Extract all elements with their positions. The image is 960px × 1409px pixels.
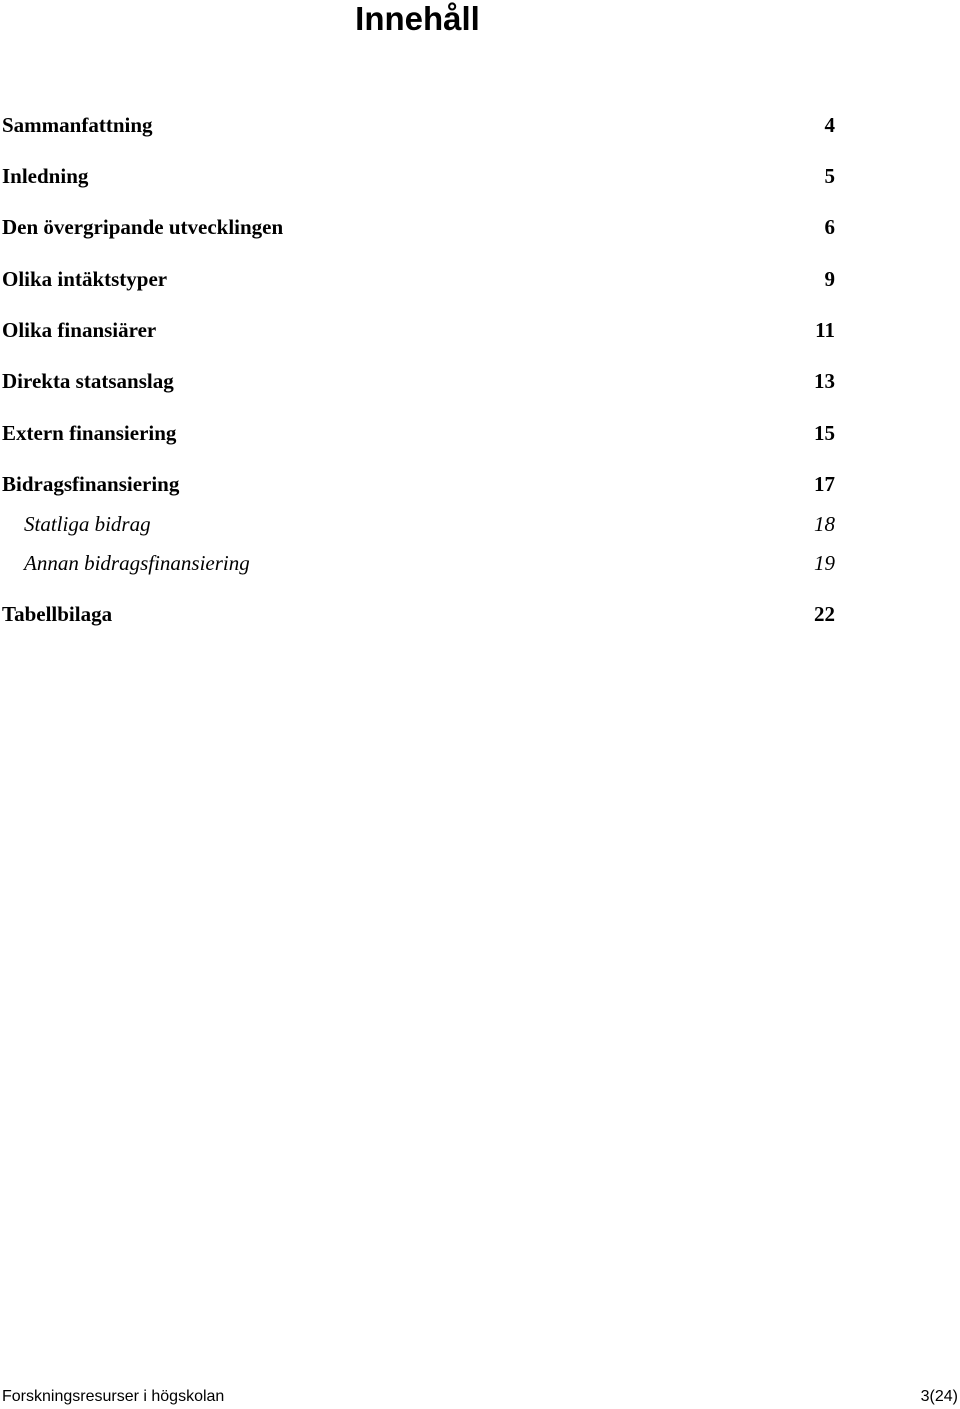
toc-entry-page: 9 <box>824 267 835 291</box>
toc-subentry[interactable] <box>0 511 835 537</box>
toc-entry-page: 18 <box>814 512 835 536</box>
toc-entry[interactable] <box>0 368 835 394</box>
toc-entry-label: Olika finansiärer <box>2 318 157 342</box>
toc-entry-page: 11 <box>815 318 835 342</box>
toc-entry-page: 13 <box>814 369 835 393</box>
toc-entry-label: Sammanfattning <box>2 113 153 137</box>
toc-entry-page: 17 <box>814 472 835 496</box>
footer-page-number: 3(24) <box>920 1388 958 1405</box>
toc-entry[interactable] <box>0 471 835 497</box>
toc-entry[interactable] <box>0 112 835 138</box>
toc-entry-label: Tabellbilaga <box>2 602 113 626</box>
toc-entry[interactable] <box>0 601 835 627</box>
toc-entry[interactable] <box>0 163 835 189</box>
toc-entry-label: Den övergripande utvecklingen <box>2 215 284 239</box>
toc-entry-label: Statliga bidrag <box>24 512 151 536</box>
toc-entry-label: Annan bidragsfinansiering <box>24 551 250 575</box>
toc-entry-label: Extern finansiering <box>2 421 177 445</box>
footer-document-title: Forskningsresurser i högskolan <box>2 1388 225 1405</box>
toc-entry[interactable] <box>0 214 835 240</box>
toc-entry[interactable] <box>0 317 835 343</box>
toc-entry-page: 19 <box>814 551 835 575</box>
toc-entry-page: 5 <box>824 164 835 188</box>
toc-entry-page: 22 <box>814 602 835 626</box>
toc-entry-page: 15 <box>814 421 835 445</box>
table-of-contents <box>0 0 960 700</box>
toc-entry[interactable] <box>0 266 835 292</box>
toc-subentry[interactable] <box>0 550 835 576</box>
page-title: Innehåll <box>355 0 480 37</box>
toc-entry-label: Direkta statsanslag <box>2 369 174 393</box>
toc-entry-label: Bidragsfinansiering <box>2 472 180 496</box>
toc-entry-page: 4 <box>824 113 835 137</box>
page-footer <box>0 1386 958 1408</box>
toc-entry[interactable] <box>0 420 835 446</box>
toc-entry-label: Inledning <box>2 164 89 188</box>
toc-entry-label: Olika intäktstyper <box>2 267 168 291</box>
toc-entry-page: 6 <box>824 215 835 239</box>
